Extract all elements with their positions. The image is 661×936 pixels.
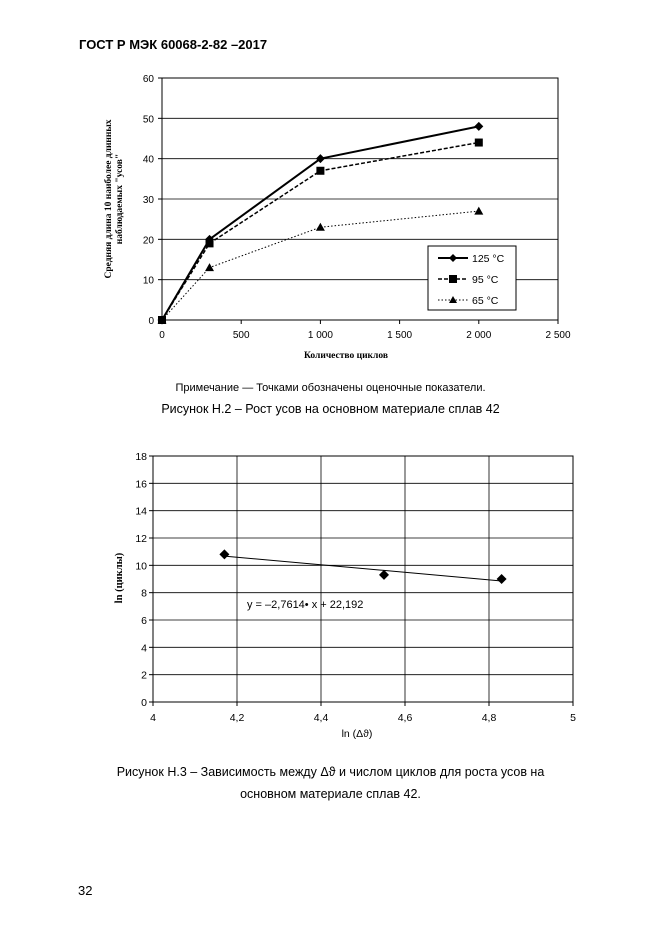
chart2-y-tick-label: 0 [141,697,147,709]
chart1-y-tick-label: 0 [148,316,154,327]
chart2-y-tick-label: 18 [135,451,147,463]
chart2-y-tick-label: 4 [141,642,147,655]
figure1-note: Примечание — Точками обозначены оценочные показатели. [175,382,486,394]
chart2-trendline [224,556,501,581]
chart2-point-diamond [497,574,507,584]
chart2-y-axis-label: ln (циклы) [114,552,125,604]
chart2-y-tick-label: 16 [135,478,147,491]
chart1-x-tick-label: 2 000 [466,330,492,341]
chart2-x-tick-label: 4,6 [397,712,413,724]
chart2-ticks [135,451,576,724]
chart2-plot-border [153,456,573,702]
chart2-y-tick-label: 12 [135,533,147,545]
chart1-x-tick-label: 500 [232,330,250,341]
chart1-y-tick-label: 10 [142,275,154,287]
chart1-x-axis-label: Количество циклов [303,351,389,361]
chart2-series [219,549,506,584]
figure2-caption-line1: Рисунок Н.3 – Зависимость между Δϑ и числом циклов для роста усов на [116,765,545,779]
chart1-y-tick-label: 60 [142,74,154,85]
figure2-caption [0,761,661,805]
chart1-x-tick-label: 2 500 [545,330,571,341]
document-header: ГОСТ Р МЭК 60068-2-82 –2017 [79,37,268,52]
chart2-x-tick-label: 4 [150,712,156,724]
chart2-equation: y = –2,7614• x + 22,192 [247,599,364,611]
chart1-y-tick-label: 40 [142,154,154,166]
chart1-y-axis-label: Средняя длина 10 наиболее длинных наблюдаемых "усов" [104,119,125,279]
chart2-y-tick-label: 8 [141,587,147,600]
page-number: 32 [78,883,93,898]
chart2-point-diamond [379,570,389,580]
chart2-x-tick-label: 4,2 [229,712,245,724]
legend-label-65: 65 °C [472,295,499,307]
chart2-y-tick-label: 14 [135,505,147,518]
chart2-x-tick-label: 5 [570,712,576,724]
chart1-x-tick-label: 1 000 [307,330,333,341]
figure1-caption: Рисунок Н.2 – Рост усов на основном материале сплав 42 [161,402,500,416]
chart2-x-tick-label: 4,4 [313,712,329,724]
chart1-y-tick-label: 50 [142,114,154,126]
chart2-y-tick-label: 6 [141,615,147,627]
legend-label-95: 95 °C [472,274,499,286]
chart2-x-tick-label: 4,8 [481,712,497,724]
chart1-y-tick-label: 30 [142,195,154,206]
figure2-caption-line2: основном материале сплав 42. [240,787,421,801]
legend-label-125: 125 °C [472,253,505,265]
chart2-gridlines [153,456,573,702]
chart2-y-tick-label: 10 [135,560,147,573]
chart1-x-tick-label: 1 500 [387,330,413,341]
chart2-y-tick-label: 2 [141,669,147,682]
chart2-point-diamond [219,549,229,559]
chart2-x-axis-label: ln (Δϑ) [341,728,373,740]
chart1-y-tick-label: 20 [142,235,154,247]
chart1-x-tick-label: 0 [159,330,165,341]
